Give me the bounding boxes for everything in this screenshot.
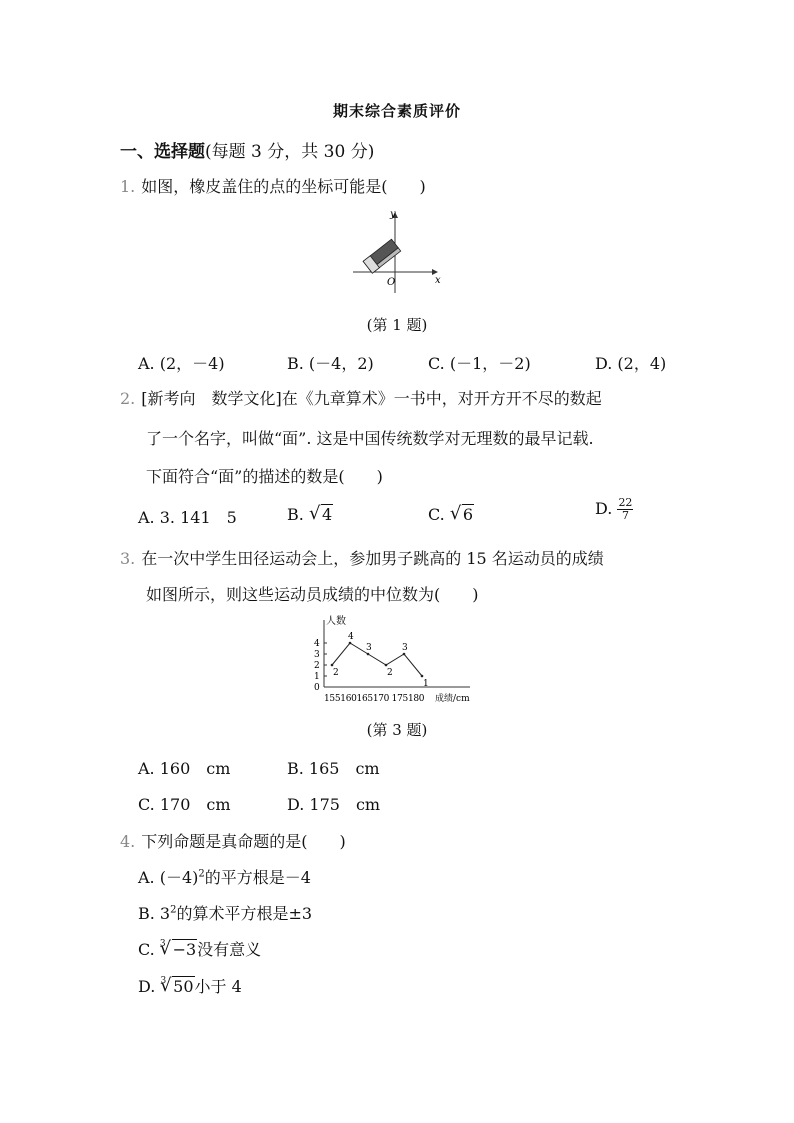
sqrt-symbol: [309, 505, 333, 524]
question-text-line-1: [新考向 数学文化]在《九章算术》一书中，对开方开不尽的数起: [141, 389, 602, 408]
question-text-line-2: 了一个名字，叫做“面”. 这是中国传统数学对无理数的最早记载.: [146, 429, 594, 448]
data-point: [349, 642, 352, 645]
question-text-line-1: 在一次中学生田径运动会上，参加男子跳高的 15 名运动员的成绩: [141, 549, 604, 568]
option-d: [138, 974, 242, 997]
option-d: [595, 497, 633, 522]
data-label: 4: [348, 632, 354, 642]
option-text: A. (－4): [138, 868, 199, 887]
figure-caption-3: (第 3 题): [366, 721, 428, 739]
question-3: [120, 546, 604, 569]
figure-caption-1: (第 1 题): [366, 316, 428, 334]
x-axis-label: x: [435, 275, 441, 286]
question-text: 下列命题是真命题的是( ): [141, 832, 346, 851]
option-b: B. 165 cm: [287, 759, 380, 778]
section-note: (每题 3 分，共 30 分): [205, 142, 375, 162]
option-text: 小于 4: [194, 977, 242, 996]
option-a: A. 3. 141 5: [138, 508, 237, 527]
option-label: C.: [428, 505, 450, 524]
radicand: 50: [173, 977, 194, 996]
question-number: 2.: [120, 389, 136, 408]
option-label: C.: [138, 940, 160, 959]
radicand: 6: [462, 505, 474, 524]
data-point: [385, 664, 388, 667]
data-label: 3: [366, 643, 372, 653]
series-line: [332, 643, 422, 676]
question-1: [120, 174, 426, 197]
root-index: 3: [159, 939, 166, 949]
question-number: 1.: [120, 177, 136, 196]
page-title: 期末综合素质评价: [332, 102, 461, 120]
y-tick-label: 1: [314, 672, 320, 682]
y-tick-label: 3: [314, 650, 320, 660]
option-d: D. 175 cm: [287, 795, 381, 814]
radicand: 4: [321, 505, 333, 524]
option-c: [138, 937, 261, 960]
option-text: 的平方根是－4: [204, 868, 311, 887]
section-heading: [120, 137, 374, 162]
question-number: 4.: [120, 832, 136, 851]
question-number: 3.: [120, 549, 136, 568]
denominator: 7: [621, 509, 629, 522]
option-c: C. 170 cm: [138, 795, 231, 814]
y-tick-label: 2: [314, 661, 320, 671]
fraction: [617, 497, 633, 522]
option-b: [138, 901, 312, 924]
option-label: D.: [595, 499, 618, 518]
exponent: 2: [198, 868, 205, 880]
question-4: [120, 829, 346, 852]
line-chart: [310, 612, 485, 707]
data-point: [421, 675, 424, 678]
x-tick-labels: 155160165170 175180: [324, 694, 425, 704]
coordinate-figure: [345, 205, 455, 300]
data-label: 3: [402, 643, 408, 653]
y-tick-label: 4: [314, 639, 320, 649]
option-b: B. (－4，2): [287, 354, 374, 373]
origin-label: O: [387, 277, 396, 288]
data-point: [367, 653, 370, 656]
option-text: B. 3: [138, 904, 171, 923]
question-text-line-3: 下面符合“面”的描述的数是( ): [146, 467, 383, 486]
option-a: A. 160 cm: [138, 759, 231, 778]
question-text-line-2: 如图所示，则这些运动员成绩的中位数为( ): [146, 585, 479, 604]
question-text: 如图，橡皮盖住的点的坐标可能是( ): [141, 177, 426, 196]
data-label: 1: [423, 679, 429, 689]
option-c: C. (－1，－2): [428, 354, 531, 373]
option-text: 没有意义: [197, 940, 262, 959]
numerator: 22: [618, 496, 633, 509]
option-b: [287, 505, 333, 524]
data-label: 2: [333, 668, 339, 678]
root-index: 3: [160, 976, 167, 986]
sqrt-symbol: [450, 505, 474, 524]
y-axis-label: y: [390, 209, 396, 220]
radicand: −3: [172, 940, 197, 959]
question-2: [120, 386, 602, 409]
section-title: 一、选择题: [120, 142, 205, 162]
x-axis-title: 成绩/cm: [435, 694, 470, 704]
data-point: [403, 653, 406, 656]
option-label: B.: [287, 505, 309, 524]
data-label: 2: [387, 668, 393, 678]
option-a: A. (2，－4): [138, 354, 225, 373]
cube-root-symbol: [160, 940, 198, 959]
cube-root-symbol: [160, 977, 194, 996]
option-text: 的算术平方根是±3: [176, 904, 313, 923]
option-a: [138, 865, 311, 888]
exponent: 2: [170, 904, 177, 916]
option-c: [428, 505, 474, 524]
y-tick-label: 0: [314, 683, 320, 693]
y-axis-title: 人数: [326, 616, 346, 627]
option-d: D. (2，4): [595, 354, 667, 373]
option-label: D.: [138, 977, 161, 996]
data-point: [331, 664, 334, 667]
